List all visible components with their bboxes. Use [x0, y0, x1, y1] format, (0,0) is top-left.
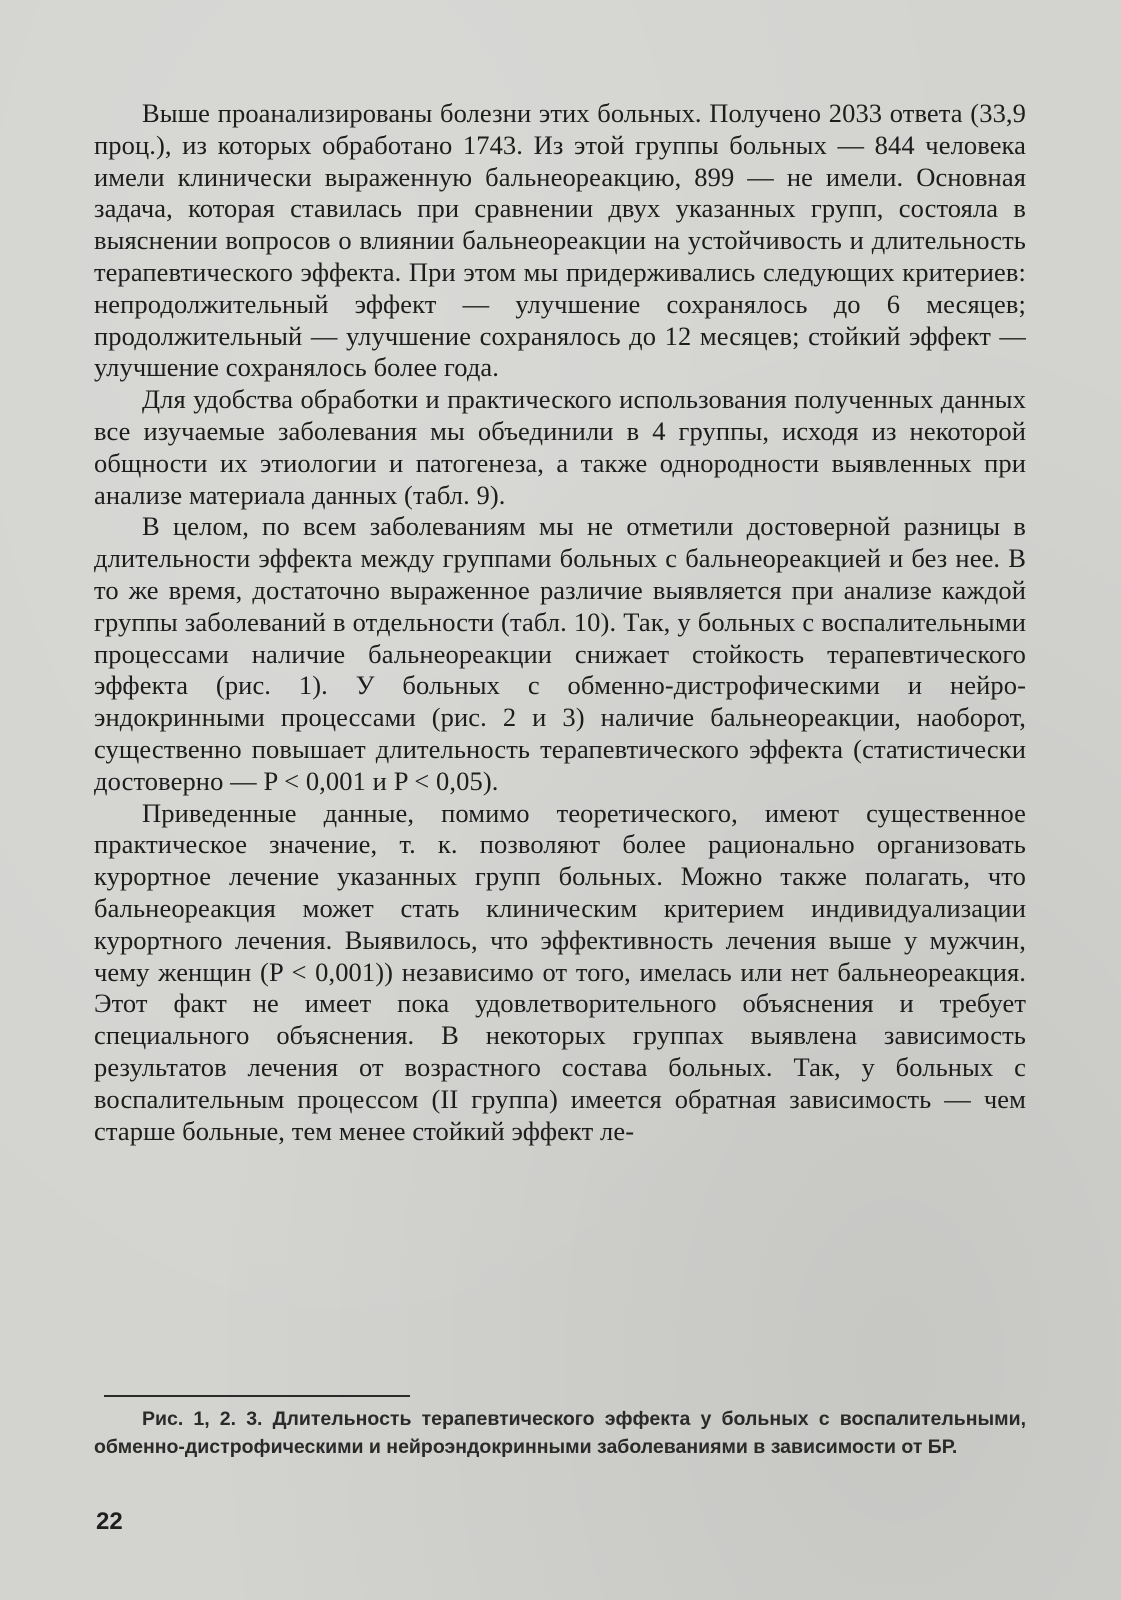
- figure-caption: [94, 1406, 1026, 1461]
- body-text: [94, 98, 1026, 1147]
- caption-text: Длительность терапевтического эффекта у больных с воспалительными, обменно-дистрофическими и нейроэндокринными заболеваниями в зависимости от БР.: [94, 1408, 1026, 1458]
- caption-label: Рис. 1, 2. 3.: [142, 1408, 263, 1430]
- paragraph-2: Для удобства обработки и практического использования полученных данных все изучаемые заболевания мы объединили в 4 группы, исходя из некоторой общности их этиологии и патогенеза, а также однородности выявленных при анализе материала данных (табл. 9).: [94, 384, 1026, 510]
- page-number: 22: [96, 1508, 123, 1535]
- paragraph-1: Выше проанализированы болезни этих больных. Получено 2033 ответа (33,9 проц.), из которых обработано 1743. Из этой группы больных — 844 человека имели клинически выраженную бальнеореакцию, 899 — не имели. Основная задача, которая ставилась при сравнении двух указанных групп, состояла в выяснении вопросов о влиянии бальнеореакции на устойчивость и длительность терапевтического эффекта. При этом мы придерживались следующих критериев: непродолжительный эффект — улучшение сохранялось до 6 месяцев; продолжительный — улучшение сохранялось до 12 месяцев; стойкий эффект — улучшение сохранялось более года.: [94, 98, 1026, 383]
- paragraph-4: Приведенные данные, помимо теоретического, имеют существенное практическое значение, т. к. позволяют более рационально организовать курортное лечение указанных групп больных. Можно также полагать, что бальнеореакция может стать клиническим критерием индивидуализации курортного лечения. Выявилось, что эффективность лечения выше у мужчин, чему женщин (P < 0,001)) независимо от того, имелась или нет бальнеореакция. Этот факт не имеет пока удовлетворительного объяснения и требует специального объяснения. В некоторых группах выявлена зависимость результатов лечения от возрастного состава больных. Так, у больных с воспалительным процессом (II группа) имеется обратная зависимость — чем старше больные, тем менее стойкий эффект ле-: [94, 797, 1026, 1146]
- footnote-divider: [104, 1395, 410, 1397]
- paragraph-3: В целом, по всем заболеваниям мы не отметили достоверной разницы в длительности эффекта между группами больных с бальнеореакцией и без нее. В то же время, достаточно выраженное различие выявляется при анализе каждой группы заболеваний в отдельности (табл. 10). Так, у больных с воспалительными процессами наличие бальнеореакции снижает стойкость терапевтического эффекта (рис. 1). У больных с обменно-дистрофическими и нейро-эндокринными процессами (рис. 2 и 3) наличие бальнеореакции, наоборот, существенно повышает длительность терапевтического эффекта (статистически достоверно — P < 0,001 и P < 0,05).: [94, 511, 1026, 796]
